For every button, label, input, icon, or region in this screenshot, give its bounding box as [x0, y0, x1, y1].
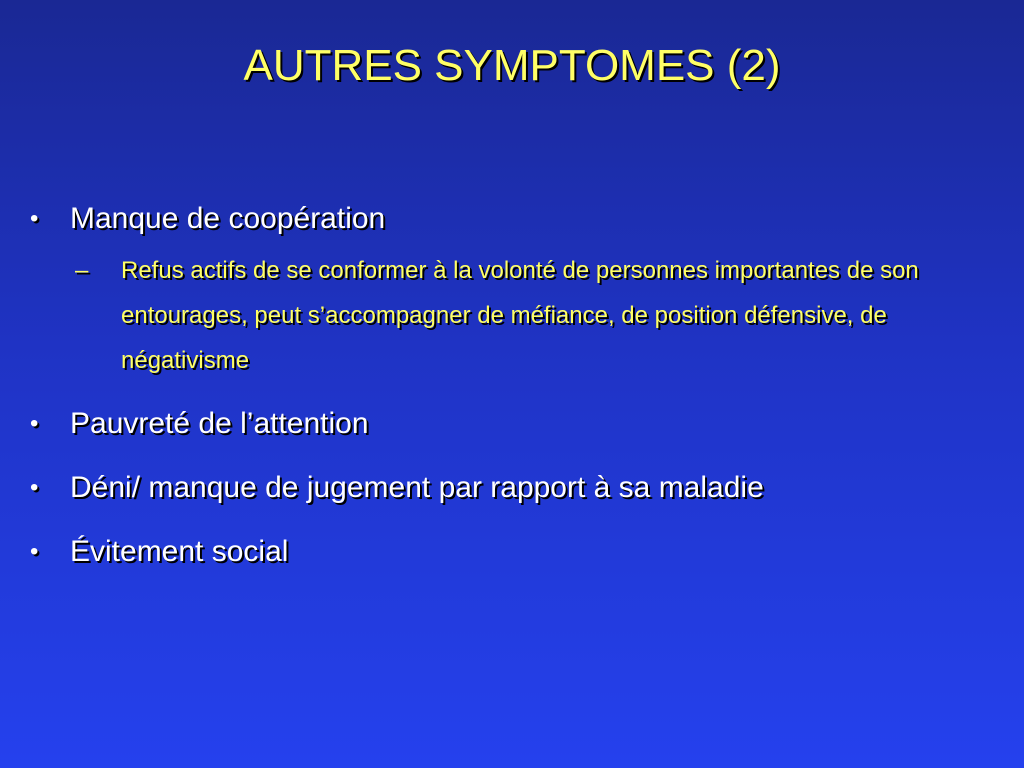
bullet-item-pauvrete-attention — [30, 401, 1020, 447]
bullet-text: Pauvreté de l’attention — [70, 407, 369, 440]
dash-icon: – — [75, 257, 89, 284]
sub-bullet-item — [75, 248, 1020, 383]
sub-bullet-text: Refus actifs de se conformer à la volonté de personnes importantes de son entourages, peut s’accompagner de méfiance, de position défensive, de négativisme — [121, 257, 919, 374]
bullet-item-evitement-social — [30, 529, 1020, 575]
bullet-item-manque-cooperation — [30, 196, 1020, 383]
bullet-icon: • — [30, 474, 39, 501]
bullet-text: Déni/ manque de jugement par rapport à sa maladie — [70, 471, 764, 504]
bullet-list — [30, 196, 1020, 593]
bullet-icon: • — [30, 410, 39, 437]
bullet-text: Manque de coopération — [70, 202, 386, 235]
bullet-icon: • — [30, 205, 39, 232]
bullet-text: Évitement social — [70, 535, 289, 568]
bullet-icon: • — [30, 538, 39, 565]
bullet-item-deni-jugement — [30, 465, 1020, 511]
slide-title: AUTRES SYMPTOMES (2) — [243, 41, 781, 90]
